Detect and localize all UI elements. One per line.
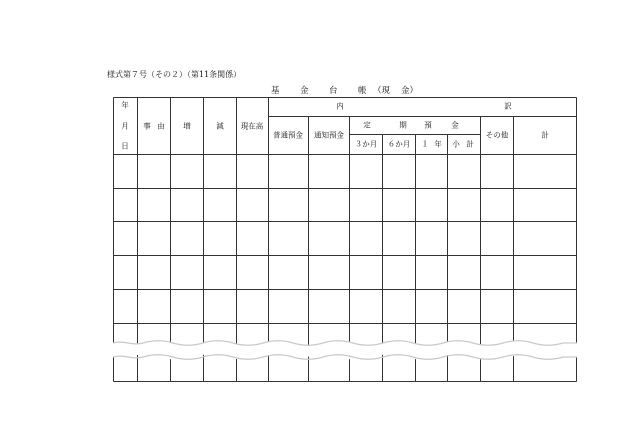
- header-time-deposit-2: 期: [399, 120, 407, 130]
- header-total: 計: [541, 130, 549, 140]
- header-reason-1: 事: [143, 121, 151, 131]
- title-char: 基: [271, 86, 280, 96]
- header-ordinary-deposit: 普通預金: [273, 130, 303, 140]
- header-one-year-1: １: [421, 139, 429, 149]
- header-three-months: ３か月: [354, 139, 378, 149]
- header-month: 月: [121, 121, 129, 131]
- header-breakdown-1: 内: [336, 101, 344, 111]
- header-reason-2: 由: [157, 121, 165, 131]
- title-kind: （現: [373, 86, 391, 96]
- title-char: 金: [300, 86, 309, 96]
- header-subtotal-1: 小: [452, 139, 460, 149]
- title-kind: 金）: [401, 86, 419, 96]
- header-time-deposit-4: 金: [451, 120, 459, 130]
- ledger-grid: [113, 97, 577, 382]
- header-time-deposit-3: 預: [424, 120, 432, 130]
- header-balance: 現在高: [240, 121, 264, 131]
- header-year: 年: [121, 100, 129, 110]
- header-six-months: ６か月: [387, 139, 411, 149]
- header-one-year-2: 年: [434, 139, 442, 149]
- header-time-deposit-1: 定: [363, 120, 371, 130]
- ledger-table: [113, 97, 577, 382]
- header-subtotal-2: 計: [466, 139, 474, 149]
- form-number: 様式第７号（その２）（第11条関係）: [107, 70, 242, 79]
- title-char: 帳: [358, 86, 367, 96]
- header-day: 日: [121, 141, 129, 151]
- header-decrease: 減: [216, 121, 224, 131]
- header-breakdown-2: 訳: [504, 101, 512, 111]
- header-increase: 増: [183, 121, 191, 131]
- title-char: 台: [329, 86, 338, 96]
- header-other: その他: [485, 130, 509, 140]
- omission-band: [113, 341, 577, 360]
- header-notice-deposit: 通知預金: [314, 130, 344, 140]
